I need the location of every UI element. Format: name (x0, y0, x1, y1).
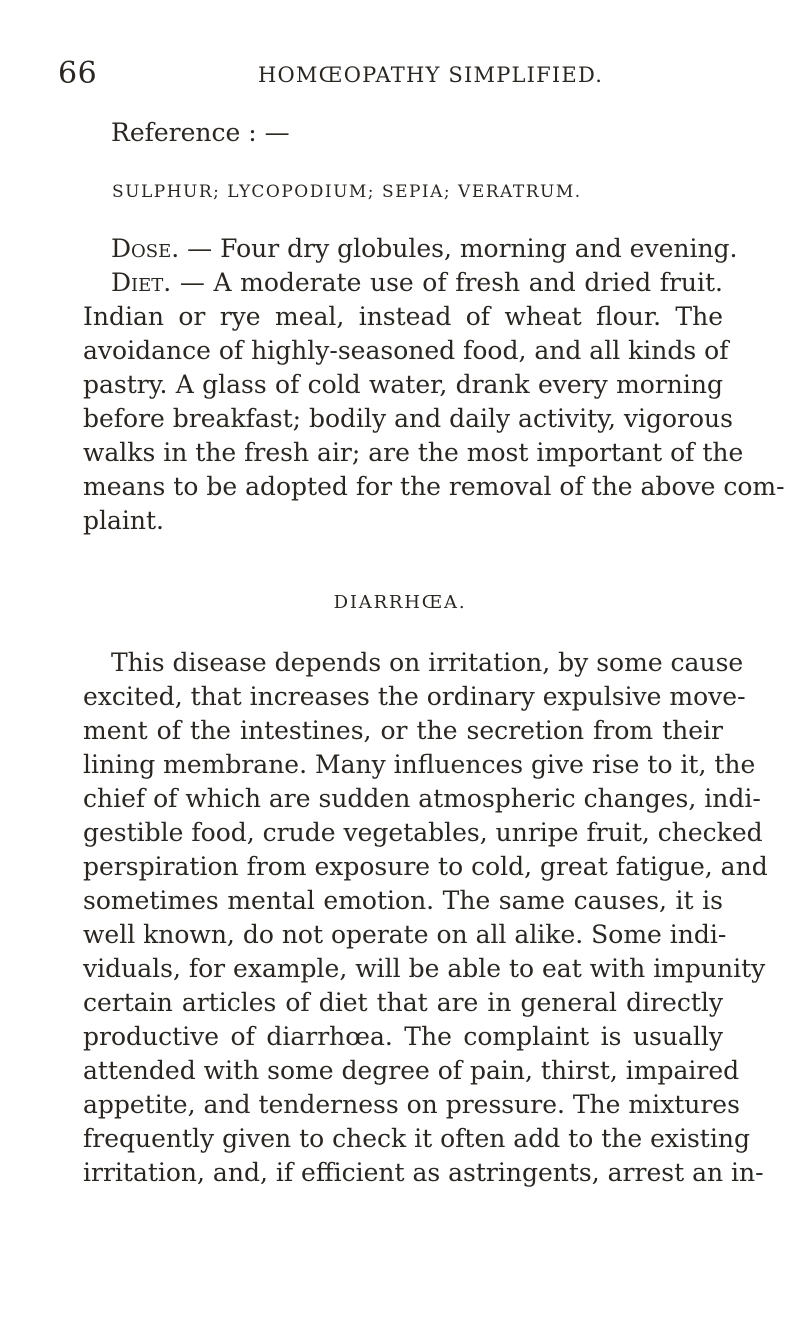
paragraph-line: This disease depends on irritation, by some cause (111, 648, 744, 677)
page-number: 66 (58, 56, 98, 91)
paragraph-line: perspiration from exposure to cold, great fatigue, and (83, 852, 768, 881)
diet-text-line: means to be adopted for the removal of the above com- (83, 472, 785, 501)
paragraph-line: excited, that increases the ordinary expulsive move- (83, 682, 746, 711)
dose-line (83, 232, 738, 266)
diet-text-line: walks in the fresh air; are the most important of the (83, 438, 744, 467)
dose-text: — Four dry globules, morning and evening. (179, 234, 738, 263)
paragraph-line: viduals, for example, will be able to eat with impunity (83, 954, 766, 983)
diet-first-line-rest: — A moderate use of fresh and dried fruit. (171, 268, 723, 297)
paragraph-line: frequently given to check it often add to the existing (83, 1124, 750, 1153)
diet-text-line: before breakfast; bodily and daily activity, vigorous (83, 404, 733, 433)
diet-text-line: avoidance of highly-seasoned food, and all kinds of (83, 336, 729, 365)
diet-text-line: pastry. A glass of cold water, drank every morning (83, 370, 723, 399)
diarrhoea-paragraph (83, 646, 768, 1190)
diet-text-line: Indian or rye meal, instead of wheat flour. The (83, 302, 723, 331)
paragraph-line: well known, do not operate on all alike. Some indi- (83, 920, 727, 949)
diet-text-line: plaint. (83, 506, 164, 535)
diet-line (83, 266, 723, 300)
running-head (58, 56, 748, 92)
paragraph-line: sometimes mental emotion. The same causes, it is (83, 886, 723, 915)
paragraph-line: irritation, and, if efficient as astringents, arrest an in- (83, 1158, 764, 1187)
section-heading: DIARRHŒA. (333, 592, 467, 613)
paragraph-line: attended with some degree of pain, thirst, impaired (83, 1056, 740, 1085)
dose-term: Dose. (111, 234, 180, 263)
paragraph-line: productive of diarrhœa. The complaint is usually (83, 1022, 723, 1051)
paragraph-line: chief of which are sudden atmospheric changes, indi- (83, 784, 761, 813)
diet-term: Diet. (111, 268, 172, 297)
paragraph-line: lining membrane. Many influences give rise to it, the (83, 750, 756, 779)
paragraph-line: certain articles of diet that are in general directly (83, 988, 723, 1017)
running-title: HOMŒOPATHY SIMPLIFIED. (258, 63, 604, 87)
paragraph-line: gestible food, crude vegetables, unripe fruit, checked (83, 818, 763, 847)
paragraph-line: ment of the intestines, or the secretion from their (83, 716, 723, 745)
reference-label: Reference : — (111, 118, 290, 147)
paragraph-line: appetite, and tenderness on pressure. The mixtures (83, 1090, 740, 1119)
remedy-list: SULPHUR; LYCOPODIUM; SEPIA; VERATRUM. (112, 182, 582, 202)
dose-diet-block (83, 232, 785, 538)
